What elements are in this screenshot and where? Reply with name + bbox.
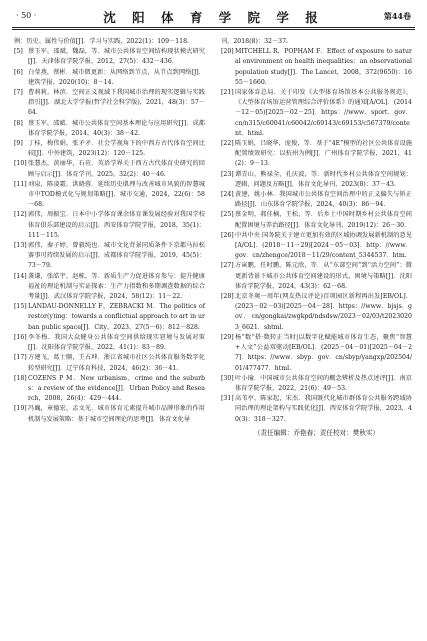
reference-entry [221,47,412,88]
reference-text: 冯巍，章德宏，孟文光．城市体育元素提升城市品牌形象的作用机制与发展策略：基于城市空间理论的思考[J]．体育文化导 [28,405,205,423]
reference-text: 蔡金明，郝佳楠，王松，等．后乡土中国时期乡村公共体育空间配置困境与养治路径[J]．体育文化导刊，2019(12)：26－30. [235,211,412,229]
reference-text: 龚谦，张皓宇，赵栋，等．新质生产力促进体育参与：提升健康福祉的理论机制与实证探索：生产力指数和多期调查数据的综合考量[J]．武汉体育学院学报，2024，58(12)：11－22. [28,272,205,301]
header-rule-thin [12,29,415,30]
page-number: · 50 · [16,11,37,20]
reference-entry [221,210,412,230]
header-rule [12,27,415,28]
journal-title: 沈 阳 体 育 学 院 学 报 [103,10,324,25]
reference-entry [221,170,412,190]
page-header [12,8,415,26]
reference-number: [8] [14,119,23,127]
reference-text: 丁桂，梅伟娟，张矛矛．社会学视角下的中西方古代体育空间比较[J]．中外建筑，2023(12)：120－125. [28,140,205,158]
reference-entry [221,231,412,262]
reference-entry [221,374,412,394]
reference-number: [12] [14,211,27,219]
reference-text: LANDAU-DONNELLY F，ZEBRACKI M．The politics of restor(y)ing：towards a conflictual approach to art in urban public space[J]．City，2023，27(5－6)：812－828. [28,303,205,331]
reference-entry [14,210,205,241]
reference-number: [19] [14,405,27,413]
reference-entry [14,119,205,139]
reference-text: 北京冬奥一周年(网友热议评论)百项园区新程再出发[EB/OL]．(2023－02－03)[2025－04－28]．https：//www．bjsjs．gov．cn/gongkai/zwgkpd/ndsdsw/2023－02/03/t20230203_6621．shtml. [235,293,412,331]
reference-number: [14] [14,272,27,280]
reference-entry [14,37,205,47]
reference-text: 白莹燕，蔡彬．城市微更新：从网络到节点，从节点到网络[J]．建筑学报，2020(10)：8－14. [28,68,205,86]
reference-entry [221,139,412,170]
reference-text: 刊，2018(8)：32－37. [221,38,288,45]
reference-text: MITCHELL R，POPHAM F．Effect of exposure to natural environment on health inequalities：an observational population study[J]．The Lancet，2008，372(9650)：1655－1660. [235,48,412,86]
reference-number: [22] [221,140,234,148]
reference-entry [221,190,412,210]
reference-text: 郭伟，周振宝．日本中小学体育课余体育课发展经验对我国学校体育俱乐部建设的启示[J]．西安体育学院学报，2018，35(1)：111－115. [28,211,205,239]
reference-number: [29] [221,333,234,341]
reference-entry [14,180,205,211]
reference-number: [20] [221,48,234,56]
reference-number: [18] [14,374,27,382]
reference-entry [221,261,412,292]
reference-number: [10] [14,160,27,168]
reference-entry [14,353,205,373]
reference-text: 谭青山，熊禄全，孔庆波，等．新时代乡村公共体育空间规划：逻辑、问题及方略[J]．体育文化导刊，2023(8)：37－43. [235,170,412,188]
reference-text: 杨“数”搭·数转正当时|以数字化赋能城市体育生态，聚焦“智慧+人文”公益双驱动[EB/OL]．(2025－04－01)[2025－04－27]．https：//www．sbyp．gov．cn/sbyp/yangxp/202504/01/477477．html. [235,333,412,372]
reference-number: [15] [14,303,27,311]
reference-text: 叶小瑜．中国城市公共体育空间的概念辨析及热点述评[J]．南京体育学院学报，2022，21(6)：49－53. [235,374,412,392]
reference-number: [17] [14,354,27,362]
reference-text: 李冬梅．我国大众健身公共体育空间供给现实窘境与发展对策[J]．沈阳体育学院学报，2022，41(1)：83－89. [28,333,205,352]
reference-number: [31] [221,395,234,403]
reference-entry [14,88,205,119]
reference-number: [6] [14,68,23,76]
reference-text: 方建飞，葛士顺，王占坤．浙江省城市社区公共体育服务数字化转型研究[J]．辽宁体育科技，2024，46(2)：36－41. [28,354,205,372]
reference-entry [221,37,412,47]
reference-number: [25] [221,211,234,219]
reference-entry [14,47,205,67]
reference-entry [14,68,205,88]
reference-entry [14,139,205,159]
reference-entry [14,374,205,405]
reference-entry [221,394,412,425]
reference-number: [21] [221,89,234,97]
reference-text: 刘泉，陈凌霜，洪晓蓉．延续历史肌理与改善城市风貌的智慧城市中TOD模式化与规划策略[J]．城市交通，2024，22(6)：58－68. [28,180,205,209]
reference-text: 曹莉莉，林滨．空间正义视域下我国城市治理的现实逻辑与实践指引[J]．湖北大学学报(哲学社会科学版)，2021，48(3)：57－64. [28,89,205,117]
reference-text: 陈玉娟，吕晓华，庞俊，等．基于“4E”模型的社区公共体育设施配置绩效研究：以杭州为例[J]．广州体育学院学报，2021，41(2)：9－13. [235,140,412,168]
reference-entry [14,241,205,272]
reference-number: [24] [221,191,234,199]
reference-number: [7] [14,89,23,97]
references-left-column [14,37,205,425]
reference-entry [14,159,205,179]
reference-number: [11] [14,180,27,188]
references-right-column [221,37,412,438]
reference-text: COZENS P M．New urbanism，crime and the suburbs：a review of the evidence[J]．Urban Policy and Research，2008，26(4)：429－444. [28,374,205,403]
reference-text: 中共中央 国务院关于建立更加有效的区域协调发展新机制的意见[A/OL]．(2018－11－29)[2024－05－03]．http：//www．gov．cn/zhengce/2018－11/29/content_5344537．htm. [235,231,412,260]
reference-text: 张慧杰，黄丽华，石莅．英语学界关于西方古代体育史研究的回顾与启示[J]．体育学刊，2025，32(2)：40－46. [28,160,205,178]
reference-entry [14,404,205,424]
volume-label: 第44卷 [383,11,411,21]
reference-number: [13] [14,242,27,250]
reference-text: 黄建，姚小林．我国城市公共体育空间治理中的正义偏失与矫正路径[J]．山东体育学院学报，2024，40(3)：86－94. [235,191,412,209]
reference-entry [14,302,205,333]
reference-entry [14,272,205,303]
reference-text: 蔡玉军，邵斌．城市公共体育空间基本理论与应用研究[J]．成都体育学院学报，2014，40(3)：38－42. [28,119,205,137]
reference-number: [16] [14,333,27,341]
reference-number: [28] [221,293,234,301]
reference-entry [221,292,412,333]
editor-line: （责任编辑：乔艳春；责任校对：樊秋实） [253,428,380,437]
reference-entry [221,333,412,374]
reference-text: 郭伟，秦子婷，曾毅纯也．城市文化背景同质条件下京都马拉松赛事可持续发展的启示[J]．成都体育学院学报，2019，45(5)：73－79. [28,242,205,270]
reference-number: [23] [221,170,234,178]
reference-text: 国家体育总局．关于印发《大型体育场馆基本公共服务规范》、《大型体育场馆运营管理综合评价体系》的通知[A/OL]．(2014－12－05)[2025－02－25]．https：//www．sport．gov．cn/n315/c60041/c60042/c69143/c69153/c567379/content．html. [235,89,412,137]
reference-entry [14,333,205,353]
reference-text: 高苇亭，陈家起，宋杰．我国既代化城市群体育公共服务跨域协同治理的理论架构与实践优化[J]．西安体育学院学报，2023，40(3)：318－327. [235,395,412,423]
reference-number: [5] [14,48,23,56]
reference-text: 例：历史、属性与价值[J]．学习与实践，2022(1)：109－118. [14,38,189,45]
reference-entry [221,88,412,139]
reference-number: [26] [221,231,234,239]
reference-number: [30] [221,374,234,382]
reference-text: 方寅鹏，任时鹏，陈元欣，等．从“东部空间”到“活力空间”：微更新背景下城市公共体育空间建设的形式、困境与策略[J]．沈阳体育学院学报，2024，43(3)：62－68. [235,262,412,290]
reference-text: 蔡玉军，邵斌，魏磊，等．城市公共体育空间结构现状模式研究[J]．天津体育学院学报，2012，27(5)：432－436. [28,48,205,66]
reference-number: [9] [14,140,23,148]
reference-number: [27] [221,262,234,270]
